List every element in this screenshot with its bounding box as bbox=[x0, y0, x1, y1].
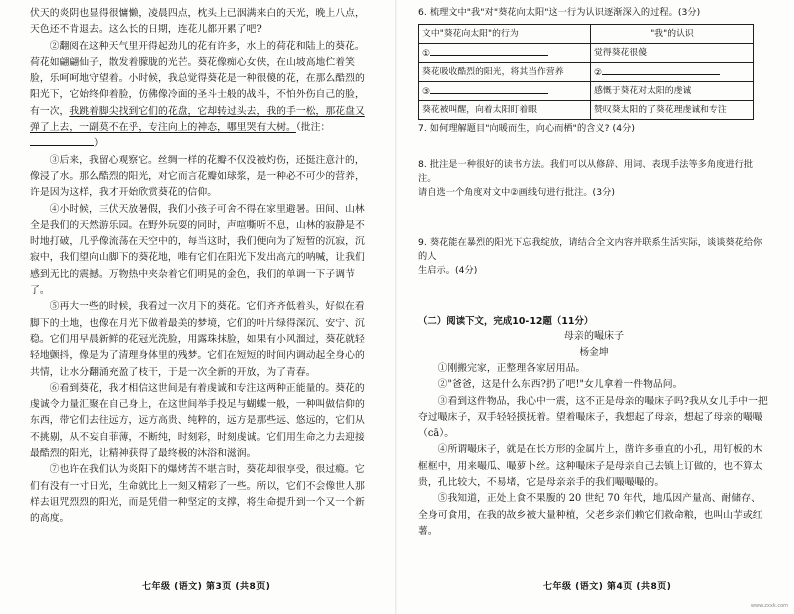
table-header-understanding: "我"的认识 bbox=[591, 25, 754, 44]
passage-paragraph-2-text: ②翻阅在这种天气里开得起劲儿的花有许多，水上的荷花和陆上的葵花。荷花如翩翩仙子，散发着朦胧的光芒。葵花像痴心女侠，在山坡高地伫着笑脸，乐呵呵地守望着。小时候，我总觉得葵花是一种很傻的花，在那么酷烈的阳光下，它始终仰着脸，仿佛像冷面的圣斗士般的战斗，不怕外伤自己的脸，有一次， bbox=[30, 40, 365, 117]
table-cell-blank-2[interactable] bbox=[591, 63, 754, 82]
passage-paragraph-7: ⑦也许在我们认为炎阳下的爆烤苦不堪言时，葵花却很享受，很过瘾。它们有没有一寸日光，生命就比上一刻又精彩了一些。所以，它们不会像世人那样去诅咒烈烈的阳光，而是凭借一种坚定的支撑，将生命提升到一个又一个新的高度。 bbox=[30, 464, 365, 525]
answer-line[interactable] bbox=[430, 46, 548, 56]
passage-paragraph-6: ⑥看到葵花，我才相信这世间是有着虔诚和专注这两种正能量的。葵花的虔诚令力量汇聚在自己身上，在这世间举手投足与蝴蝶一般，一种叫做信仰的东西，带它们去往远方，远方高贵、纯粹的，远方是那些远、悠远的，它们从不挑剔，从不妄自菲薄，不断纯，时刻彩，时刻虔诚。它们用生命之力去迎接最酷烈的阳光，让精神获得了最终极的沐浴和滋润。 bbox=[30, 382, 365, 460]
table-cell-blank-1[interactable] bbox=[419, 44, 591, 63]
question-9-line-2: 生启示。(4分) bbox=[418, 265, 478, 276]
reading-passage-left bbox=[30, 6, 366, 528]
passage-paragraph-5: ⑤再大一些的时候，我看过一次月下的葵花。它们齐齐低着头，好似在看脚下的土地，也像在月光下做着最美的梦境，它们的叶片绿得深沉、安宁、沉稳。它们用早晨新鲜的花冠光洗脸，用露珠抹脸，如果有小风溜过，葵花就轻轻地颤抖，像是为了清理身体里的残梦。它们在短短的时间内调动起全身心的共情，让水分翻涌充盈了枝干，于是一次全新的开放，为了青春。 bbox=[30, 301, 365, 378]
section-heading: （二）阅读下文，完成10-12题（11分） bbox=[418, 316, 594, 327]
question-8-line-2: 请自选一个角度对文中②画线句进行批注。(3分) bbox=[418, 187, 615, 198]
answer-line[interactable] bbox=[430, 84, 548, 94]
blank-number: ① bbox=[422, 49, 430, 59]
answer-space-7[interactable] bbox=[418, 136, 770, 158]
blank-number: ② bbox=[594, 68, 602, 78]
exam-page-right bbox=[397, 0, 794, 614]
table-cell: 赞叹葵太阳的了葵花理虔诚和专注 bbox=[591, 101, 754, 120]
passage2-paragraph-5: ⑤我知道，正处上食不果腹的 20 世纪 70 年代，地瓜因产量高、耐储存、全身可食用，在我的故乡被大量种植，父老乡亲们赖它们救命粮，也叫山芋或红薯。 bbox=[418, 493, 763, 537]
table-row bbox=[419, 44, 754, 63]
answer-line[interactable] bbox=[602, 65, 720, 75]
understanding-table bbox=[418, 24, 754, 120]
questions-column-right bbox=[418, 6, 770, 540]
passage2-paragraph-3: ③看到这件物品，我心中一震，这不正是母亲的嘬床子吗?我从女儿手中一把夺过嘬床子，双手轻轻摸抚着。望着嘬床子，我想起了母亲，想起了母亲的嘬嘬（cā）。 bbox=[418, 395, 768, 440]
table-row bbox=[419, 82, 754, 101]
answer-space-9[interactable] bbox=[418, 278, 770, 314]
question-8-line-1: 8. 批注是一种很好的读书方法。我们可以从修辞、用词、表现手法等多角度进行批注。 bbox=[418, 159, 754, 184]
table-cell: 葵花被叫醒，向着太阳盯着眼 bbox=[419, 101, 591, 120]
passage2-paragraph-4: ④所谓嘬床子，就是在长方形的金属片上，凿许多垂直的小孔，用钉板的木框框中，用来嘬瓜、嘬萝卜丝。这种嘬床子是母亲自己去镇上订做的，也不算太贵，孔比较大，不易堵，它是母亲亲手的我们嘬嘬嘬的。 bbox=[418, 444, 763, 489]
passage-paragraph-2 bbox=[30, 39, 366, 153]
table-row bbox=[419, 101, 754, 120]
blank-number: ③ bbox=[422, 87, 430, 97]
page-footer-left: 七年级 (语文) 第3页 (共8页) bbox=[142, 582, 271, 592]
passage-author: 杨金坤 bbox=[579, 347, 609, 358]
passage-paragraph-3: ③后来，我留心观察它。丝绸一样的花瓣不仅没被灼伤，还挺注意汁的，像浸了水。那么酷烈的阳光，对它而言花瓣如球浆，是一种必不可少的营养，许是因为这样，我才开始欣赏葵花的信仰。 bbox=[30, 154, 365, 199]
underlined-sentence-part-1: 我跳着脚尖找到它们的花盘，它却转过头去，我的手一松，那花盘又弹了上 bbox=[30, 105, 365, 134]
table-cell: 觉得葵花很傻 bbox=[591, 44, 754, 63]
annotation-close: ） bbox=[94, 138, 104, 150]
annotation-blank[interactable] bbox=[30, 136, 94, 146]
passage2-paragraph-1: ①刚搬完家，正整理各家居用品。 bbox=[437, 363, 586, 374]
table-cell: 感慨于葵花对太阳的虔诚 bbox=[591, 82, 754, 101]
table-header-row bbox=[419, 25, 754, 44]
passage-paragraph-1: 伏天的炎阴也显得很慵懒，凌晨四点，枕头上已洇满来白的天光，晚上八点，天色还不肯退去。这么长的日期，连花儿都开累了吧? bbox=[30, 8, 365, 36]
table-cell: 葵花吸收酷烈的阳光，将其当作营养 bbox=[419, 63, 591, 82]
page-footer-right: 七年级 (语文) 第4页 (共8页) bbox=[543, 582, 672, 592]
table-row bbox=[419, 63, 754, 82]
question-6: 6. 梳理文中"我"对"葵花向太阳"这一行为认识逐渐深入的过程。(3分) bbox=[418, 7, 701, 18]
watermark: www.zxxk.com bbox=[750, 603, 788, 609]
passage-paragraph-4: ④小时候，三伏天放暑假，我们小孩子可舍不得在家里避暑。田间、山林全是我们的天然游乐园。在野外玩耍的同时，声喧嘶听不息，山林的寂静是不时地打破，几乎像流荡在天空中的，每当这时，我们便向为了短暂的沉寂，沉寂中，我们望向山脚下的葵花地，唯有它们在阳光下发出高亢的呐喊，让我们感到无比的震撼。万物热中夹杂着它们明晃的金色，我们的单调一下子调节了。 bbox=[30, 203, 365, 297]
table-header-behavior: 文中"葵花向太阳"的行为 bbox=[419, 25, 591, 44]
question-9-line-1: 9. 葵花能在暴烈的阳光下忘我绽放，请结合全文内容并联系生活实际，谈谈葵花给你的人 bbox=[418, 237, 763, 262]
annotation-label: （批注： bbox=[295, 122, 331, 134]
passage-title: 母亲的嘬床子 bbox=[563, 331, 625, 342]
table-cell-blank-3[interactable] bbox=[419, 82, 591, 101]
underlined-sentence-part-2: 去，一副莫不在乎，专注向上的神态，哪里哭有大树。 bbox=[59, 122, 296, 134]
answer-space-8[interactable] bbox=[418, 200, 770, 236]
passage2-paragraph-2: ②"爸爸，这是什么东西?扔了吧!"女儿拿着一件物品问。 bbox=[437, 379, 683, 391]
question-7: 7. 如何理解题目"向暖而生，向心而栖"的含义? (4分) bbox=[418, 123, 635, 134]
